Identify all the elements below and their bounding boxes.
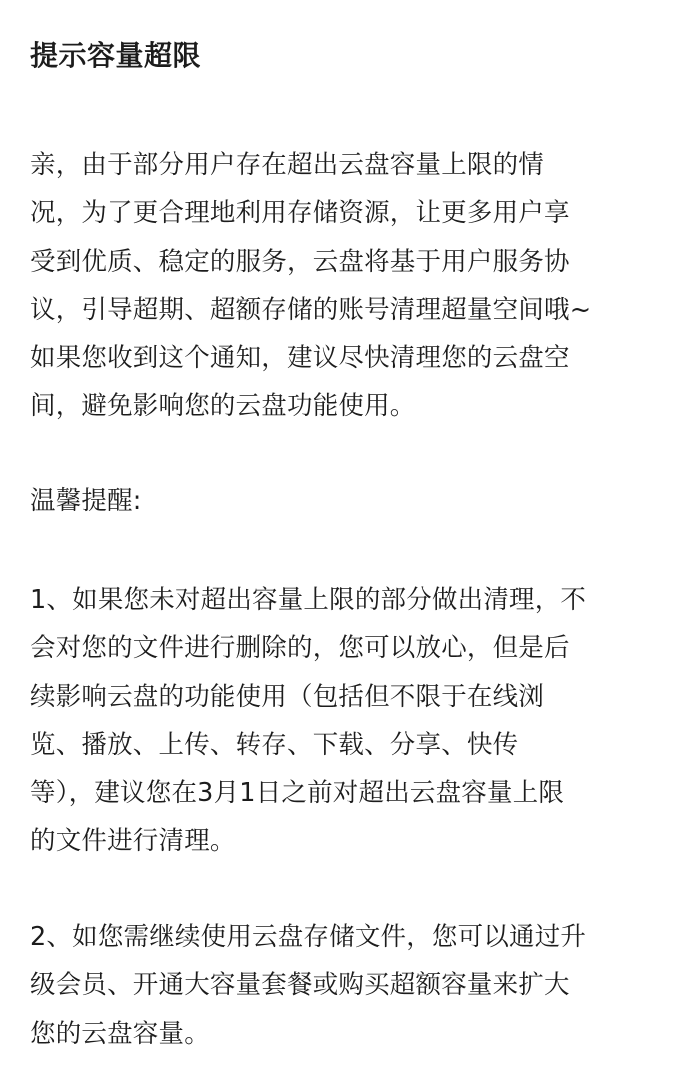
tip-item-1-line: 续影响云盘的功能使用（包括但不限于在线浏: [30, 681, 545, 712]
intro-paragraph: [30, 141, 642, 431]
tip-item-2-line: 级会员、开通大容量套餐或购买超额容量来扩大: [30, 970, 570, 1001]
tip-item-2-line: 您的云盘容量。: [30, 1018, 210, 1049]
intro-line: 如果您收到这个通知，建议尽快清理您的云盘空: [30, 343, 570, 374]
tip-item-1-line: 1、如果您未对超出容量上限的部分做出清理，不: [30, 585, 587, 615]
intro-line: 议，引导超期、超额存储的账号清理超量空间哦~: [30, 294, 592, 325]
tip-item-1-line: 的文件进行清理。: [30, 826, 236, 857]
tip-item-1-line: 会对您的文件进行删除的，您可以放心，但是后: [30, 633, 570, 664]
tip-item-1-line: 览、播放、上传、转存、下载、分享、快传: [30, 729, 519, 760]
intro-line: 亲，由于部分用户存在超出云盘容量上限的情: [30, 150, 545, 180]
page-title: 提示容量超限: [30, 39, 202, 72]
tips-heading: [30, 477, 642, 525]
tip-item-1-line: 等），建议您在3月1日之前对超出云盘容量上限: [30, 778, 565, 809]
tip-item-2-line: 2、如您需继续使用云盘存储文件，您可以通过升: [30, 922, 587, 952]
intro-line: 况，为了更合理地利用存储资源，让更多用户享: [30, 198, 570, 229]
intro-line: 受到优质、稳定的服务，云盘将基于用户服务协: [30, 246, 570, 277]
tips-label: 温馨提醒:: [30, 486, 142, 516]
intro-line: 间，避免影响您的云盘功能使用。: [30, 391, 416, 422]
tip-item-1: [30, 576, 642, 866]
tip-item-2: [30, 913, 642, 1058]
